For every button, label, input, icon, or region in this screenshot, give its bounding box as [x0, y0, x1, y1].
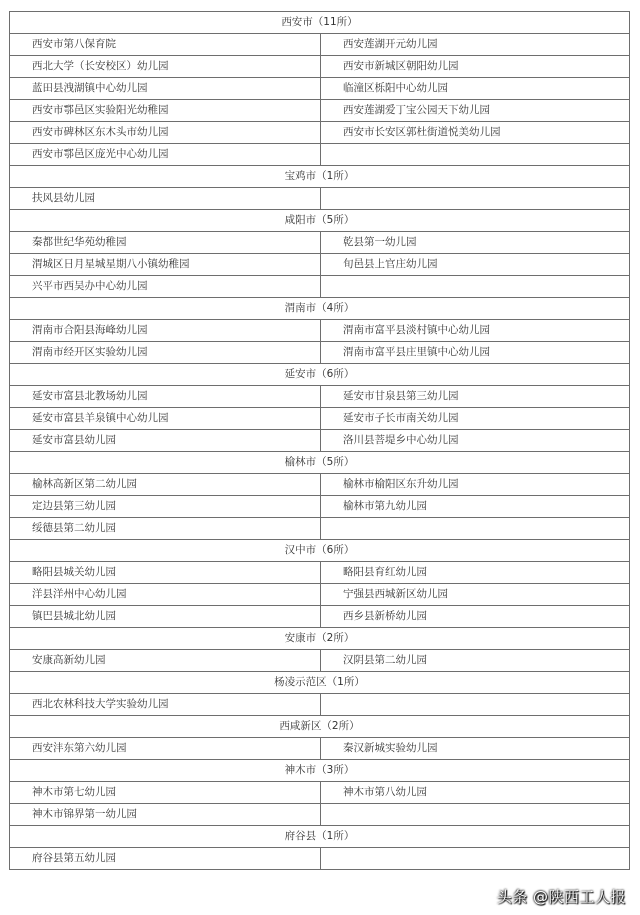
kindergarten-name-cell: 西安市碑林区东木头市幼儿园	[10, 122, 321, 144]
kindergarten-name-cell: 宁强县西城新区幼儿园	[321, 584, 630, 606]
region-header: 延安市（6所）	[10, 364, 630, 386]
table-row	[10, 738, 630, 760]
region-header: 宝鸡市（1所）	[10, 166, 630, 188]
table-row	[10, 34, 630, 56]
table-row	[10, 188, 630, 210]
kindergarten-name-cell: 渭南市富平县庄里镇中心幼儿园	[321, 342, 630, 364]
kindergarten-name-cell: 秦都世纪华苑幼稚园	[10, 232, 321, 254]
region-header: 神木市（3所）	[10, 760, 630, 782]
kindergarten-name-cell: 略阳县城关幼儿园	[10, 562, 321, 584]
table-row	[10, 848, 630, 870]
kindergarten-name-cell: 西安莲湖爱丁宝公园天下幼儿园	[321, 100, 630, 122]
table-row	[10, 650, 630, 672]
kindergarten-name-cell: 渭南市合阳县海峰幼儿园	[10, 320, 321, 342]
kindergarten-name-cell: 延安市富县北教场幼儿园	[10, 386, 321, 408]
region-header: 榆林市（5所）	[10, 452, 630, 474]
kindergarten-name-cell: 洛川县菩堤乡中心幼儿园	[321, 430, 630, 452]
table-row	[10, 496, 630, 518]
table-row	[10, 584, 630, 606]
kindergarten-name-cell	[321, 518, 630, 540]
region-header-row	[10, 716, 630, 738]
kindergarten-name-cell	[321, 276, 630, 298]
kindergarten-name-cell: 渭城区日月星城星期八小镇幼稚园	[10, 254, 321, 276]
kindergarten-list-table	[9, 11, 630, 870]
kindergarten-name-cell: 榆林市第九幼儿园	[321, 496, 630, 518]
table-row	[10, 474, 630, 496]
table-row	[10, 232, 630, 254]
table-row	[10, 562, 630, 584]
kindergarten-name-cell	[321, 144, 630, 166]
table-row	[10, 342, 630, 364]
kindergarten-name-cell: 神木市第八幼儿园	[321, 782, 630, 804]
region-header-row	[10, 166, 630, 188]
region-header: 杨凌示范区（1所）	[10, 672, 630, 694]
kindergarten-name-cell	[321, 188, 630, 210]
table-row	[10, 254, 630, 276]
region-header: 咸阳市（5所）	[10, 210, 630, 232]
kindergarten-name-cell: 西乡县新桥幼儿园	[321, 606, 630, 628]
kindergarten-name-cell: 秦汉新城实验幼儿园	[321, 738, 630, 760]
kindergarten-name-cell: 乾县第一幼儿园	[321, 232, 630, 254]
region-header-row	[10, 12, 630, 34]
kindergarten-name-cell: 西北大学（长安校区）幼儿园	[10, 56, 321, 78]
region-header-row	[10, 760, 630, 782]
table-row	[10, 276, 630, 298]
kindergarten-name-cell: 西安市新城区朝阳幼儿园	[321, 56, 630, 78]
kindergarten-name-cell: 西安市鄠邑区庞光中心幼儿园	[10, 144, 321, 166]
region-header: 西安市（11所）	[10, 12, 630, 34]
kindergarten-name-cell: 延安市富县羊泉镇中心幼儿园	[10, 408, 321, 430]
table-row	[10, 804, 630, 826]
table-row	[10, 122, 630, 144]
region-header-row	[10, 628, 630, 650]
table-row	[10, 100, 630, 122]
kindergarten-name-cell: 渭南市富平县淡村镇中心幼儿园	[321, 320, 630, 342]
kindergarten-name-cell: 府谷县第五幼儿园	[10, 848, 321, 870]
kindergarten-name-cell	[321, 848, 630, 870]
kindergarten-name-cell: 扶风县幼儿园	[10, 188, 321, 210]
kindergarten-name-cell: 神木市锦界第一幼儿园	[10, 804, 321, 826]
region-header-row	[10, 210, 630, 232]
region-header: 府谷县（1所）	[10, 826, 630, 848]
kindergarten-name-cell: 榆林高新区第二幼儿园	[10, 474, 321, 496]
kindergarten-name-cell: 延安市富县幼儿园	[10, 430, 321, 452]
region-header: 西咸新区（2所）	[10, 716, 630, 738]
kindergarten-name-cell: 镇巴县城北幼儿园	[10, 606, 321, 628]
table-row	[10, 430, 630, 452]
table-row	[10, 408, 630, 430]
kindergarten-name-cell: 西安市鄠邑区实验阳光幼稚园	[10, 100, 321, 122]
table-body	[10, 12, 630, 870]
table-row	[10, 782, 630, 804]
table-row	[10, 518, 630, 540]
watermark: 头条 @陕西工人报	[496, 888, 626, 906]
kindergarten-name-cell: 洋县洋州中心幼儿园	[10, 584, 321, 606]
kindergarten-name-cell: 汉阴县第二幼儿园	[321, 650, 630, 672]
kindergarten-name-cell: 神木市第七幼儿园	[10, 782, 321, 804]
kindergarten-name-cell	[321, 694, 630, 716]
kindergarten-name-cell: 西安市第八保育院	[10, 34, 321, 56]
table-row	[10, 606, 630, 628]
kindergarten-name-cell: 西安沣东第六幼儿园	[10, 738, 321, 760]
table-row	[10, 386, 630, 408]
kindergarten-name-cell: 旬邑县上官庄幼儿园	[321, 254, 630, 276]
region-header: 安康市（2所）	[10, 628, 630, 650]
region-header-row	[10, 672, 630, 694]
kindergarten-name-cell: 兴平市西吴办中心幼儿园	[10, 276, 321, 298]
region-header-row	[10, 298, 630, 320]
region-header-row	[10, 364, 630, 386]
table-row	[10, 144, 630, 166]
kindergarten-name-cell: 西安市长安区郭杜街道悦美幼儿园	[321, 122, 630, 144]
kindergarten-name-cell: 绥德县第二幼儿园	[10, 518, 321, 540]
region-header-row	[10, 540, 630, 562]
table-row	[10, 56, 630, 78]
region-header-row	[10, 826, 630, 848]
kindergarten-name-cell: 渭南市经开区实验幼儿园	[10, 342, 321, 364]
region-header: 汉中市（6所）	[10, 540, 630, 562]
table-row	[10, 694, 630, 716]
table-row	[10, 320, 630, 342]
kindergarten-name-cell: 延安市子长市南关幼儿园	[321, 408, 630, 430]
region-header-row	[10, 452, 630, 474]
kindergarten-name-cell	[321, 804, 630, 826]
kindergarten-name-cell: 临潼区栎阳中心幼儿园	[321, 78, 630, 100]
kindergarten-name-cell: 西北农林科技大学实验幼儿园	[10, 694, 321, 716]
kindergarten-name-cell: 榆林市榆阳区东升幼儿园	[321, 474, 630, 496]
kindergarten-name-cell: 延安市甘泉县第三幼儿园	[321, 386, 630, 408]
kindergarten-name-cell: 蓝田县洩湖镇中心幼儿园	[10, 78, 321, 100]
kindergarten-name-cell: 略阳县育红幼儿园	[321, 562, 630, 584]
region-header: 渭南市（4所）	[10, 298, 630, 320]
kindergarten-name-cell: 定边县第三幼儿园	[10, 496, 321, 518]
kindergarten-name-cell: 西安莲湖开元幼儿园	[321, 34, 630, 56]
kindergarten-name-cell: 安康高新幼儿园	[10, 650, 321, 672]
table-row	[10, 78, 630, 100]
